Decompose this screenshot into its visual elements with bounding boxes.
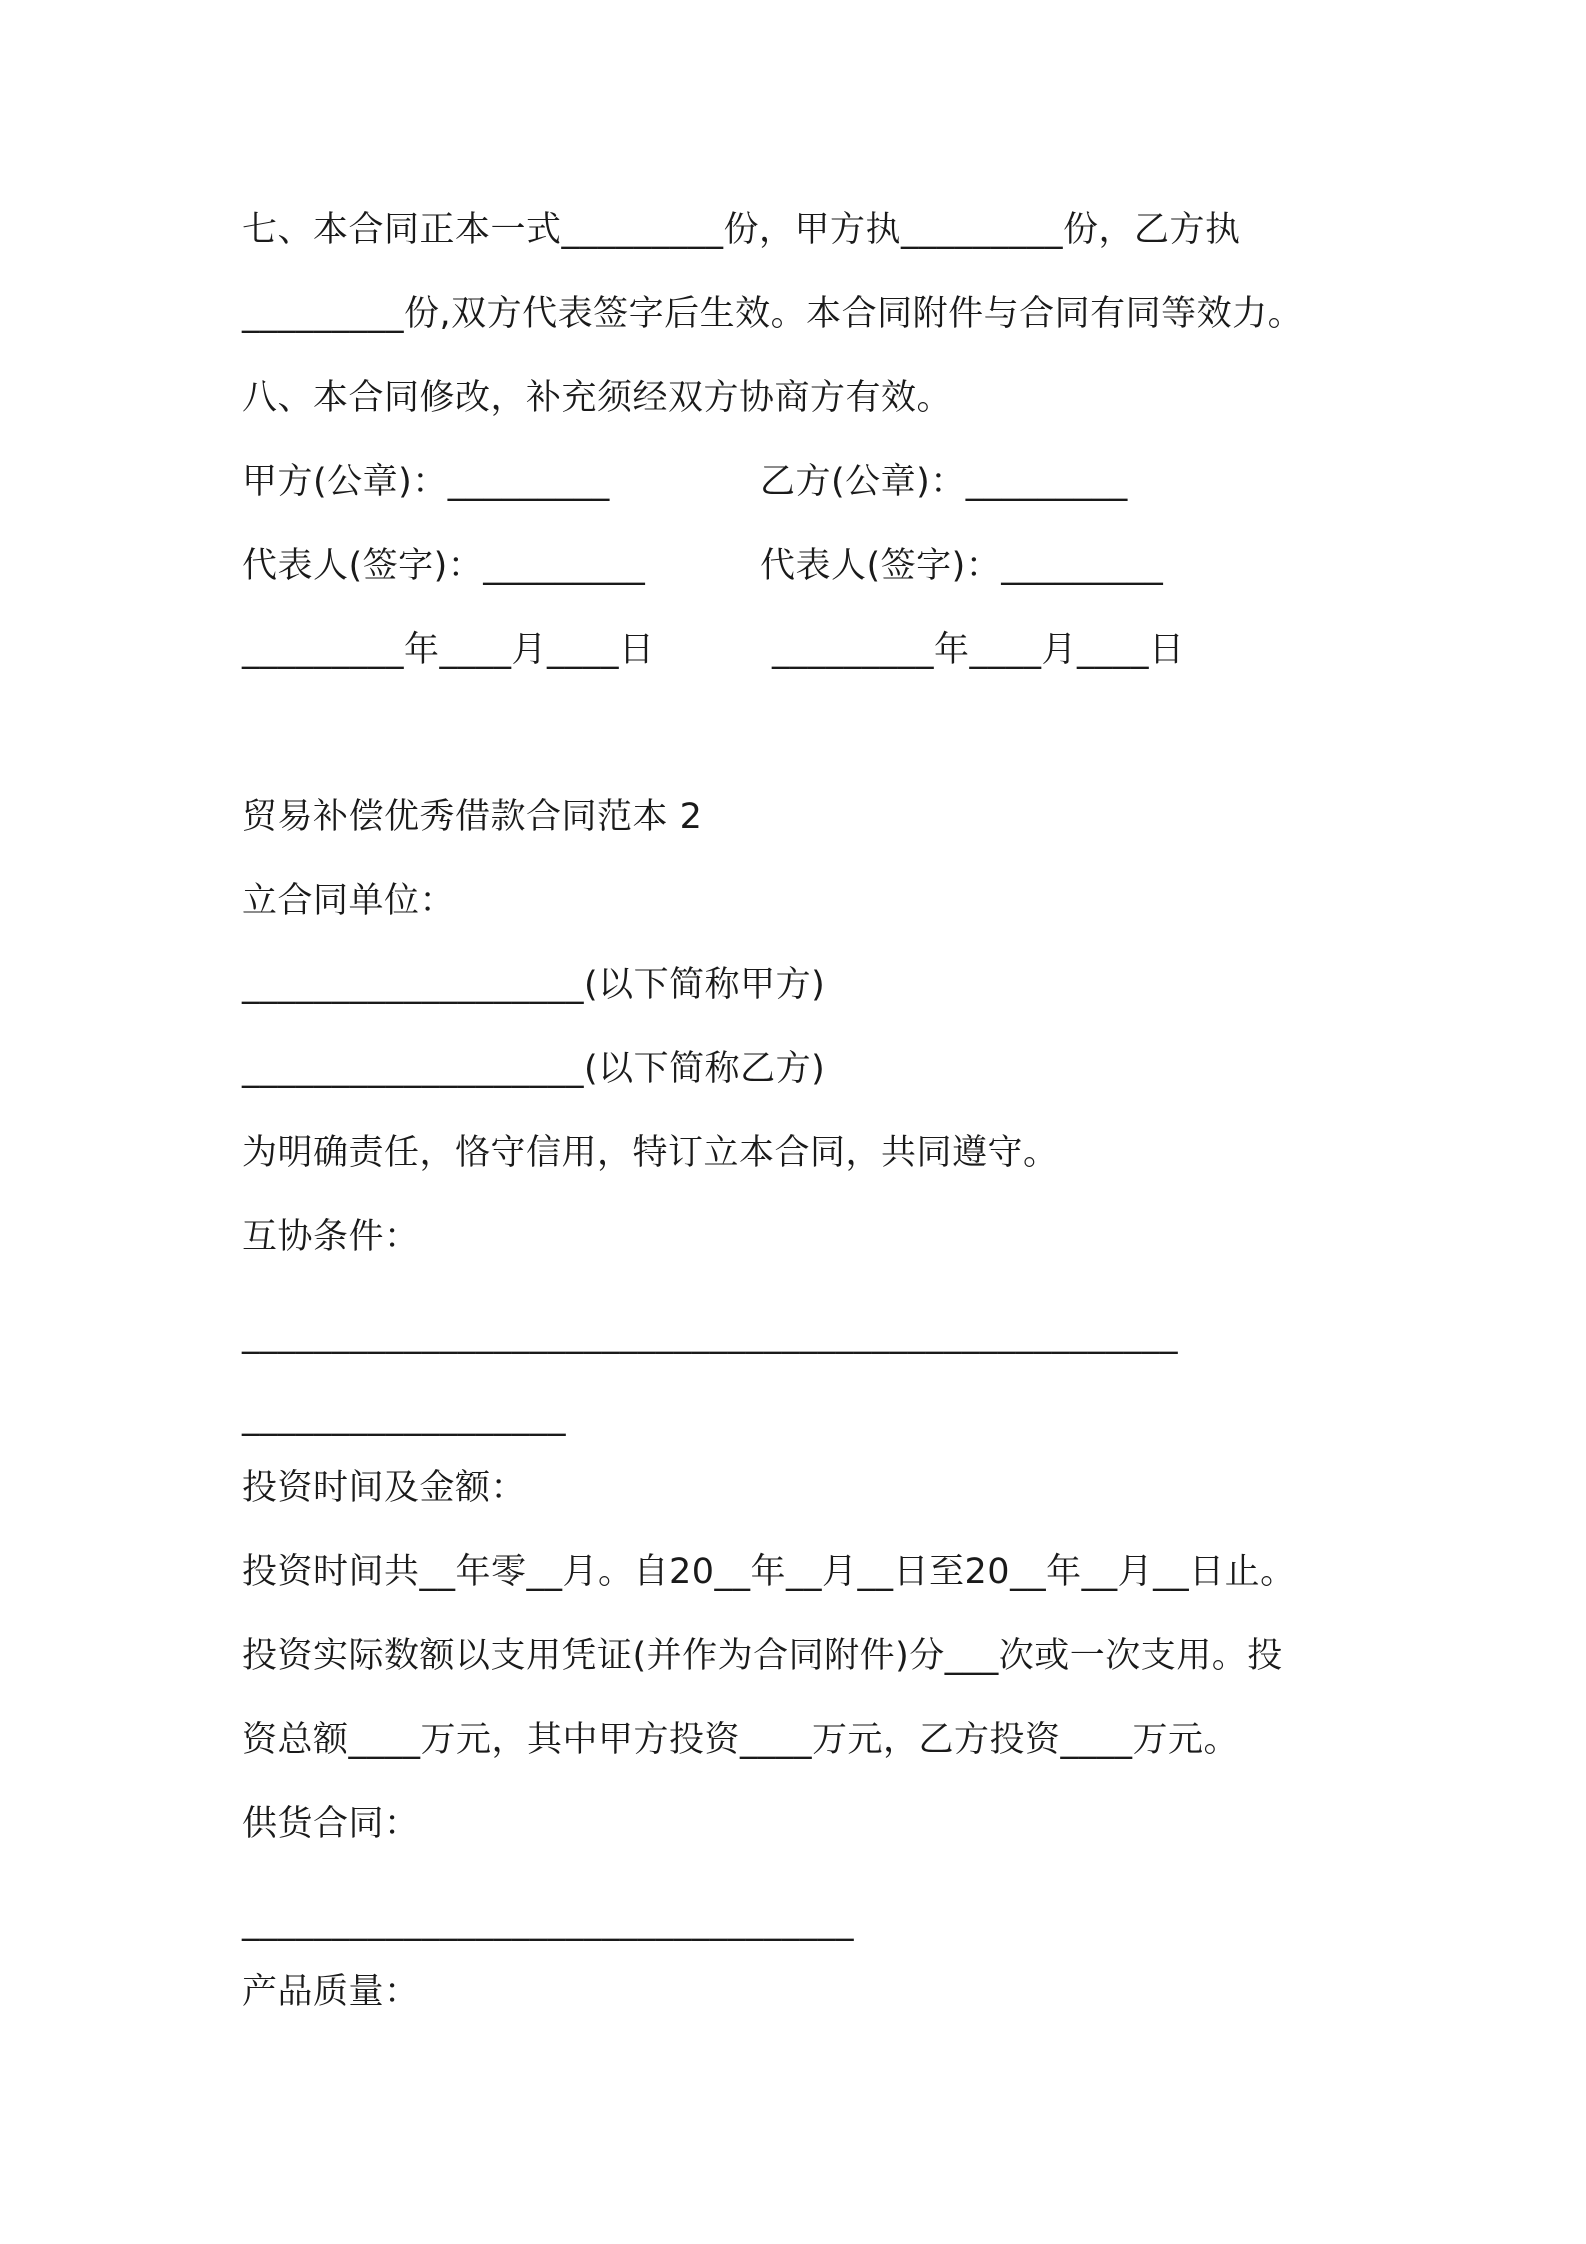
cooperation-blank-1: ____________________________________________________ [242, 1315, 1178, 1355]
investment-time: 投资时间共__年零__月。自20__年__月__日至20__年__月__日止。 [242, 1552, 1296, 1592]
contract-2-title: 贸易补偿优秀借款合同范本 2 [242, 797, 703, 837]
date-a: _________年____月____日 [242, 630, 655, 670]
party-b-line: ___________________(以下简称乙方) [242, 1049, 826, 1089]
clause-8: 八、本合同修改，补充须经双方协商方有效。 [242, 378, 953, 418]
party-a-line: ___________________(以下简称甲方) [242, 965, 826, 1005]
investment-label: 投资时间及金额： [242, 1468, 527, 1508]
investment-amount-line-1: 投资实际数额以支用凭证(并作为合同附件)分___次或一次支用。投 [242, 1636, 1283, 1676]
representative-a: 代表人(签字)：_________ [242, 546, 646, 586]
cooperation-label: 互协条件： [242, 1217, 420, 1257]
cooperation-blank-2: __________________ [242, 1397, 566, 1437]
contract-unit-label: 立合同单位： [242, 881, 456, 921]
purpose-statement: 为明确责任，恪守信用，特订立本合同，共同遵守。 [242, 1133, 1059, 1173]
supply-contract-blank: __________________________________ [242, 1902, 854, 1942]
product-quality-label: 产品质量： [242, 1972, 420, 2012]
date-b: _________年____月____日 [772, 630, 1185, 670]
investment-amount-line-2: 资总额____万元，其中甲方投资____万元，乙方投资____万元。 [242, 1720, 1240, 1760]
clause-7-line-1: 七、本合同正本一式_________份，甲方执_________份，乙方执 [242, 210, 1241, 250]
party-b-seal: 乙方(公章)：_________ [760, 462, 1128, 502]
clause-7-line-2: _________份,双方代表签字后生效。本合同附件与合同有同等效力。 [242, 294, 1304, 334]
supply-contract-label: 供货合同： [242, 1804, 420, 1844]
party-a-seal: 甲方(公章)：_________ [242, 462, 610, 502]
representative-b: 代表人(签字)：_________ [760, 546, 1164, 586]
